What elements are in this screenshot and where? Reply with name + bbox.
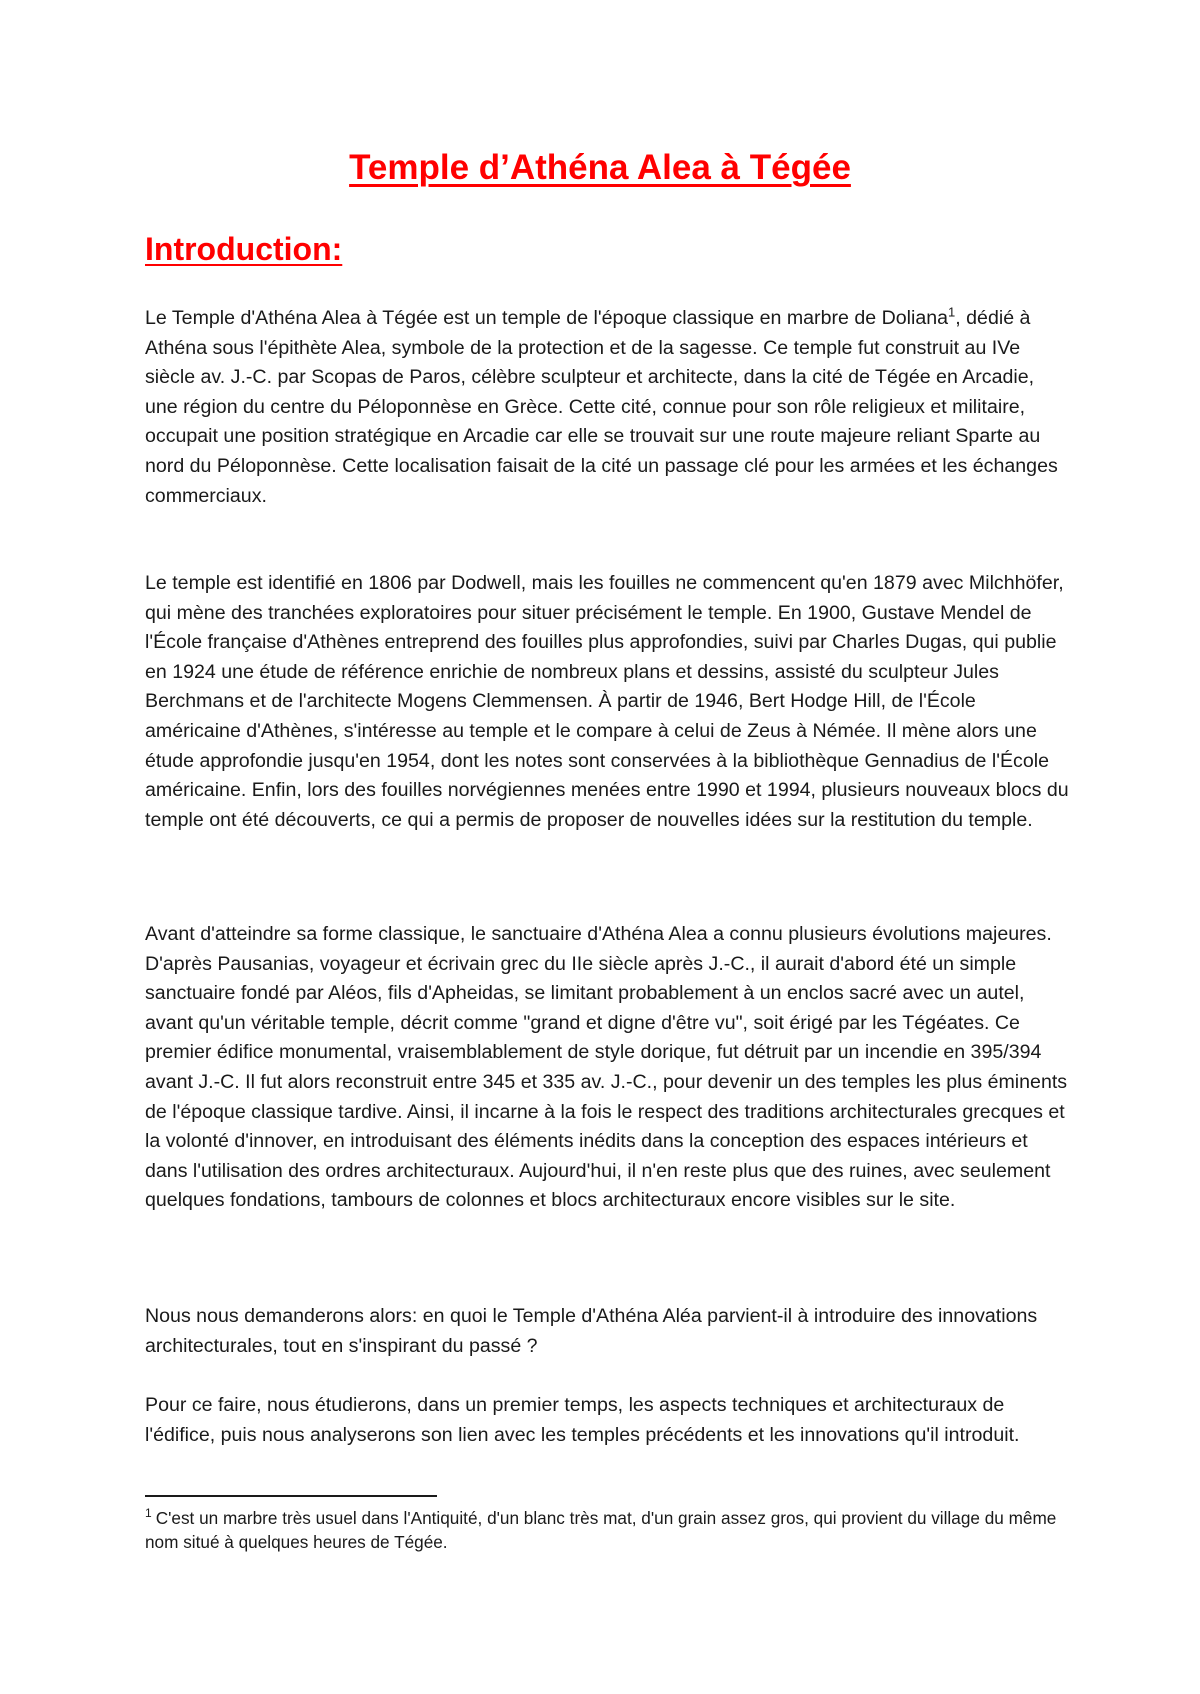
paragraph-context: [145, 304, 1070, 511]
footnote-separator: [145, 1495, 437, 1497]
paragraph-excavation-history: Le temple est identifié en 1806 par Dodwell, mais les fouilles ne commencent qu'en 1879 avec Milchhöfer, qui mène des tranchées exploratoires pour situer précisément le temple. En 1900, Gustave Mendel de l'École française d'Athènes entreprend des fouilles plus approfondies, suivi par Charles Dugas, qui publie en 1924 une étude de référence enrichie de nombreux plans et dessins, assisté du sculpteur Jules Berchmans et de l'architecte Mogens Clemmensen. À partir de 1946, Bert Hodge Hill, de l'École américaine d'Athènes, s'intéresse au temple et le compare à celui de Zeus à Némée. Il mène alors une étude approfondie jusqu'en 1954, dont les notes sont conservées à la bibliothèque Gennadius de l'École américaine. Enfin, lors des fouilles norvégiennes menées entre 1990 et 1994, plusieurs nouveaux blocs du temple ont été découverts, ce qui a permis de proposer de nouvelles idées sur la restitution du temple.: [145, 572, 1069, 831]
paragraph-context-text-end: , dédié à Athéna sous l'épithète Alea, symbole de la protection et de la sagesse. Ce temple fut construit au IVe siècle av. J.-C. par Scopas de Paros, célèbre sculpteur et architecte, dans la cité de Tégée en Arcadie, une région du centre du Péloponnèse en Grèce. Cette cité, connue pour son rôle religieux et militaire, occupait une position stratégique en Arcadie car elle se trouvait sur une route majeure reliant Sparte au nord du Péloponnèse. Cette localisation faisait de la cité un passage clé pour les armées et les échanges commerciaux.: [145, 307, 1058, 507]
section-heading-introduction: Introduction:: [145, 231, 343, 267]
paragraph-problematic: Nous nous demanderons alors: en quoi le Temple d'Athéna Aléa parvient-il à introduire des innovations architecturales, tout en s'inspirant du passé ?: [145, 1305, 1038, 1357]
document-title: Temple d’Athéna Alea à Tégée: [349, 148, 851, 187]
paragraph-context-text-start: Le Temple d'Athéna Alea à Tégée est un temple de l'époque classique en marbre de Doliana: [145, 307, 949, 329]
paragraph-sanctuary-evolution: Avant d'atteindre sa forme classique, le sanctuaire d'Athéna Alea a connu plusieurs évolutions majeures. D'après Pausanias, voyageur et écrivain grec du IIe siècle après J.-C., il aurait d'abord été un simple sanctuaire fondé par Aléos, fils d'Apheidas, se limitant probablement à un enclos sacré avec un autel, avant qu'un véritable temple, décrit comme "grand et digne d'être vu", soit érigé par les Tégéates. Ce premier édifice monumental, vraisemblablement de style dorique, fut détruit par un incendie en 395/394 avant J.-C. Il fut alors reconstruit entre 345 et 335 av. J.-C., pour devenir un des temples les plus éminents de l'époque classique tardive. Ainsi, il incarne à la fois le respect des traditions architecturales grecques et la volonté d'innover, en introduisant des éléments inédits dans la conception des espaces intérieurs et dans l'utilisation des ordres architecturaux. Aujourd'hui, il n'en reste plus que des ruines, avec seulement quelques fondations, tambours de colonnes et blocs architecturaux encore visibles sur le site.: [145, 923, 1068, 1212]
footnote-text: C'est un marbre très usuel dans l'Antiquité, d'un blanc très mat, d'un grain assez gros, qui provient du village du même nom situé à quelques heures de Tégée.: [145, 1508, 1057, 1552]
footnote: [145, 1506, 1070, 1554]
footnote-reference[interactable]: 1: [948, 304, 956, 320]
paragraph-plan: Pour ce faire, nous étudierons, dans un premier temps, les aspects techniques et architecturaux de l'édifice, puis nous analyserons son lien avec les temples précédents et les innovations qu'il introduit.: [145, 1394, 1020, 1446]
footnote-mark: 1: [145, 1506, 152, 1521]
